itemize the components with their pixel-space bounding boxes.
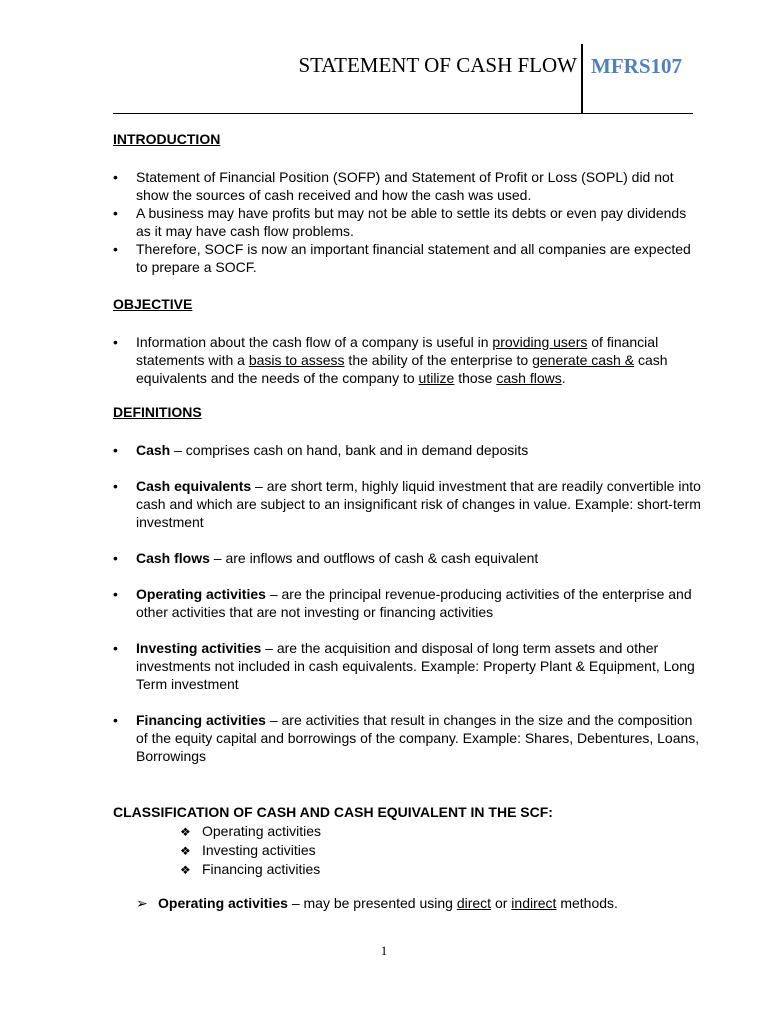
header-divider-horizontal-right (583, 113, 693, 114)
definition-item: • Financing activities – are activities that result in changes in the size and the composition of the equity capital and borrowings of the company. Example: Shares, Debentures, Loans, Borrowings (113, 712, 700, 764)
bullet-icon: • (113, 334, 118, 350)
arrow-bullet-icon: ➢ (136, 895, 148, 911)
bullet-icon: • (113, 586, 118, 602)
definition-item: • Operating activities – are the principal revenue-producing activities of the enterprise and other activities that are not investing or financing activities (113, 586, 692, 620)
introduction-heading: INTRODUCTION (113, 131, 221, 147)
bullet-icon: • (113, 550, 118, 566)
standard-code: MFRS107 (591, 54, 682, 78)
list-item: • Statement of Financial Position (SOFP) and Statement of Profit or Loss (SOPL) did not show the sources of cash received and how the cash was used. (113, 169, 674, 203)
bullet-icon: • (113, 640, 118, 656)
bullet-icon: • (113, 241, 118, 257)
operating-activities-note: ➢ Operating activities – may be presented using direct or indirect methods. (136, 895, 618, 911)
diamond-bullet-icon: ❖ (180, 863, 191, 877)
list-item: • A business may have profits but may not be able to settle its debts or even pay dividends as it may have cash flow problems. (113, 205, 687, 239)
list-item: ❖ Operating activities (180, 823, 322, 839)
bullet-icon: • (113, 442, 118, 458)
list-item: • Therefore, SOCF is now an important financial statement and all companies are expected to prepare a SOCF. (113, 241, 691, 275)
definition-item: • Cash – comprises cash on hand, bank and in demand deposits (113, 442, 529, 458)
list-item: ❖ Investing activities (180, 842, 316, 858)
list-item: • Information about the cash flow of a company is useful in providing users of financial statements with a basis to assess the ability of the enterprise to generate cash & cash equivalents and the needs of the company to utilize those cash flows. (113, 334, 668, 386)
objective-list (113, 333, 703, 387)
classification-heading: CLASSIFICATION OF CASH AND CASH EQUIVALENT IN THE SCF: (113, 804, 553, 820)
bullet-icon: • (113, 169, 118, 185)
definition-item: • Cash flows – are inflows and outflows of cash & cash equivalent (113, 550, 539, 566)
list-item: ❖ Financing activities (180, 861, 321, 877)
introduction-list (113, 168, 703, 276)
bullet-icon: • (113, 712, 118, 728)
definitions-heading: DEFINITIONS (113, 404, 202, 420)
page-header (0, 0, 768, 115)
header-divider-vertical (581, 44, 583, 114)
header-divider-horizontal (113, 113, 581, 114)
page-number: 1 (380, 943, 388, 958)
document-title: STATEMENT OF CASH FLOW (298, 53, 577, 77)
objective-heading: OBJECTIVE (113, 296, 193, 312)
bullet-icon: • (113, 478, 118, 494)
classification-list (180, 822, 321, 879)
definition-item: • Cash equivalents – are short term, highly liquid investment that are readily convertible into cash and which are subject to an insignificant risk of changes in value. Example: short-term investment (113, 478, 701, 530)
diamond-bullet-icon: ❖ (180, 844, 191, 858)
definitions-list (113, 441, 703, 783)
bullet-icon: • (113, 205, 118, 221)
diamond-bullet-icon: ❖ (180, 825, 191, 839)
definition-item: • Investing activities – are the acquisition and disposal of long term assets and other investments not included in cash equivalents. Example: Property Plant & Equipment, Long Term investment (113, 640, 695, 692)
